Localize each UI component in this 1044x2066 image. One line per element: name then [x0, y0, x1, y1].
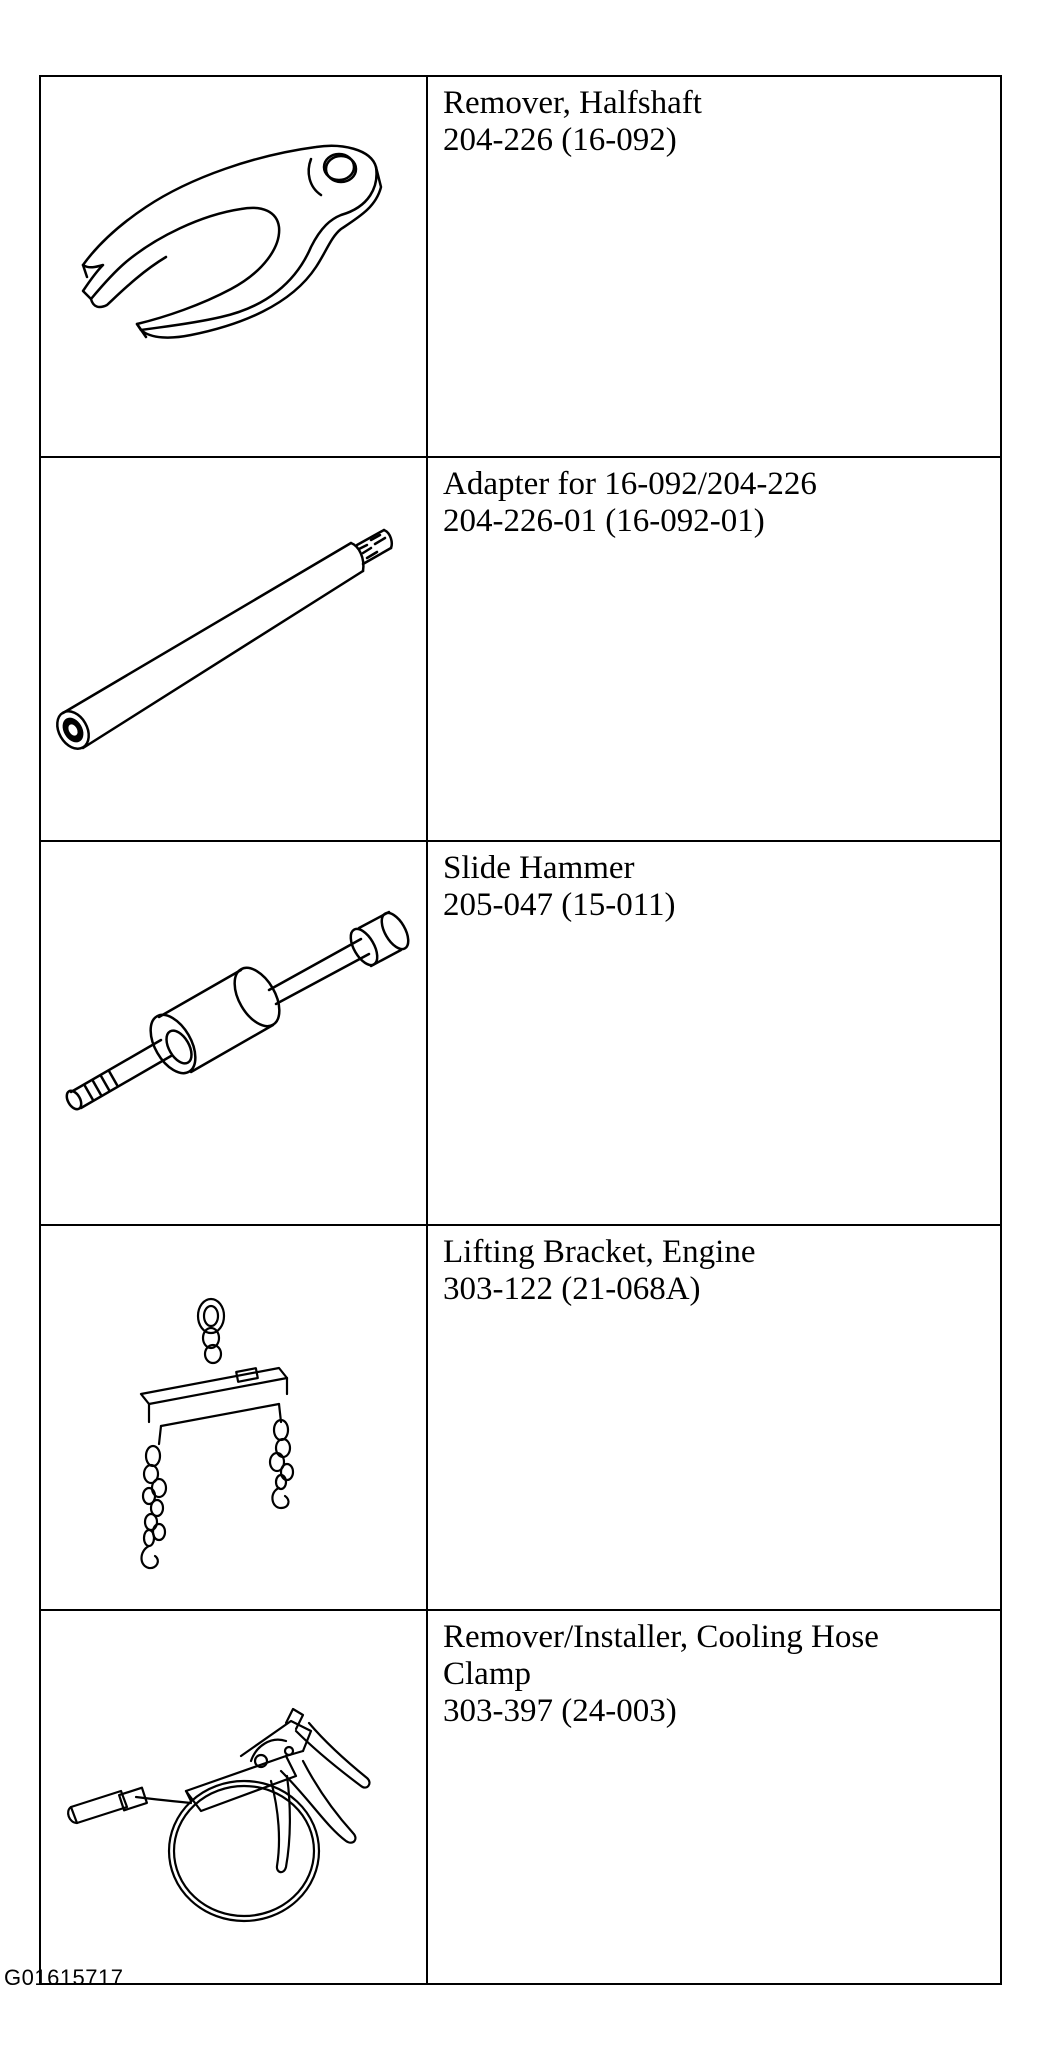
tool-description-cell [427, 1225, 1001, 1610]
lifting-bracket-icon [41, 1226, 426, 1601]
special-tools-table [39, 75, 1002, 1985]
tool-description-cell [427, 1610, 1001, 1984]
figure-id: G01615717 [4, 1965, 124, 1990]
tool-illustration-cell [40, 76, 427, 457]
halfshaft-remover-icon [41, 77, 426, 448]
adapter-rod-icon [41, 458, 426, 832]
tool-number: 205-047 (15-011) [443, 887, 676, 923]
tool-number: 303-397 (24-003) [443, 1693, 677, 1729]
tool-number: 204-226 (16-092) [443, 122, 677, 158]
tool-description-cell [427, 76, 1001, 457]
tool-row [40, 457, 1001, 841]
tool-name: Adapter for 16-092/204-226 [443, 466, 817, 502]
tool-row [40, 76, 1001, 457]
tool-name: Remover, Halfshaft [443, 85, 702, 121]
tool-row [40, 1225, 1001, 1610]
tool-description-cell [427, 841, 1001, 1225]
tool-illustration-cell [40, 1610, 427, 1984]
tool-number: 204-226-01 (16-092-01) [443, 503, 765, 539]
tool-name-line-1: Remover/Installer, Cooling Hose [443, 1619, 879, 1655]
tool-description-cell [427, 457, 1001, 841]
tool-name: Slide Hammer [443, 850, 635, 886]
tool-row [40, 841, 1001, 1225]
tool-name-line-2: Clamp [443, 1656, 531, 1692]
tool-illustration-cell [40, 1225, 427, 1610]
slide-hammer-icon [41, 842, 426, 1216]
tool-row [40, 1610, 1001, 1984]
tool-illustration-cell [40, 457, 427, 841]
tool-illustration-cell [40, 841, 427, 1225]
hose-clamp-tool-icon [41, 1611, 426, 1975]
tool-name: Lifting Bracket, Engine [443, 1234, 756, 1270]
tool-number: 303-122 (21-068A) [443, 1271, 701, 1307]
